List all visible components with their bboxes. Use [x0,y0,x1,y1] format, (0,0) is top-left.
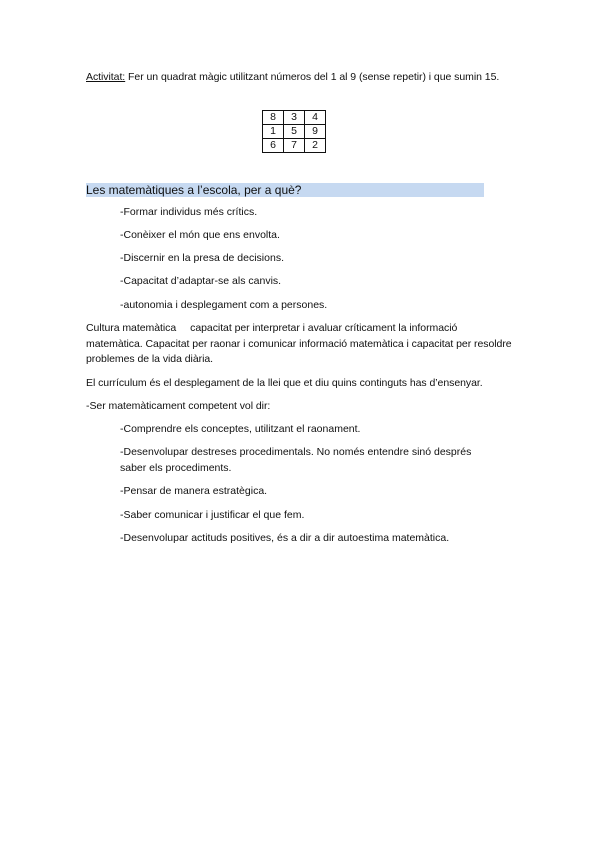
culture-paragraph [86,321,516,368]
activity-label: Activitat: [86,71,126,83]
competence-item: -Desenvolupar actituds positives, és a dir a dir autoestima matemàtica. [120,532,450,544]
purpose-item: -autonomia i desplegament com a persones. [120,299,328,311]
section-heading: Les matemàtiques a l’escola, per a què? [86,183,302,197]
magic-square-cell: 7 [284,139,305,153]
culture-definition: capacitat per interpretar i avaluar críticament la informació matemàtica. Capacitat per raonar i comunicar informació matemàtica i capacitat per resoldre problemes de la vida diària. [86,322,512,365]
magic-square-cell: 1 [263,125,284,139]
culture-term: Cultura matemàtica [86,322,177,334]
magic-square-table [262,110,326,153]
competence-item: -Saber comunicar i justificar el que fem. [120,509,305,521]
magic-square-cell: 6 [263,139,284,153]
magic-square-row [263,125,326,139]
magic-square-cell: 9 [305,125,326,139]
competence-item: -Pensar de manera estratègica. [120,485,268,497]
curriculum-paragraph: El currículum és el desplegament de la llei que et diu quins continguts has d’ensenyar. [86,377,483,389]
purpose-item: -Discernir en la presa de decisions. [120,252,284,264]
activity-paragraph [86,70,516,86]
activity-text: Fer un quadrat màgic utilitzant números del 1 al 9 (sense repetir) i que sumin 15. [125,71,500,83]
competence-item: -Desenvolupar destreses procedimentals. No només entendre sinó després saber els procediments. [120,446,472,474]
magic-square-row [263,111,326,125]
magic-square-cell: 2 [305,139,326,153]
magic-square-row [263,139,326,153]
purpose-item: -Capacitat d’adaptar-se als canvis. [120,275,282,287]
magic-square-cell: 3 [284,111,305,125]
purpose-item: -Formar individus més crítics. [120,206,258,218]
purpose-item: -Conèixer el món que ens envolta. [120,229,280,241]
magic-square-cell: 5 [284,125,305,139]
competence-item: -Comprendre els conceptes, utilitzant el raonament. [120,423,361,435]
magic-square-cell: 8 [263,111,284,125]
magic-square-cell: 4 [305,111,326,125]
competent-intro: -Ser matemàticament competent vol dir: [86,400,271,412]
